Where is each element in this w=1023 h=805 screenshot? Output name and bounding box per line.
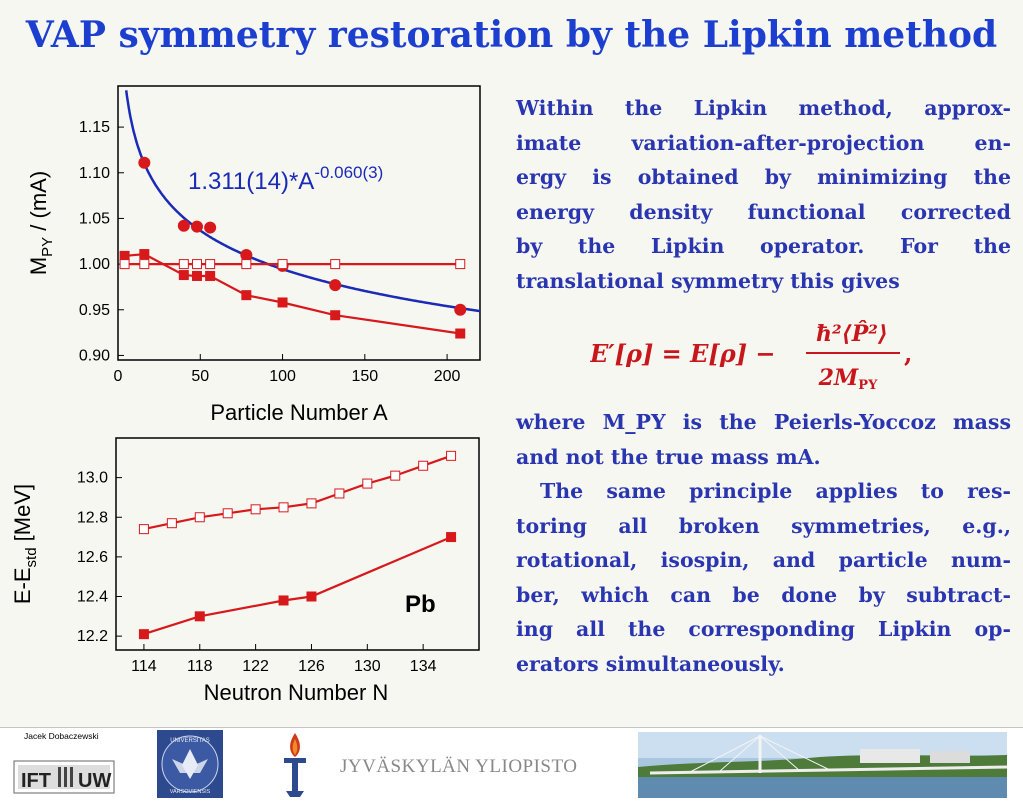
y-axis-label — [10, 484, 40, 604]
data-point-open-square — [206, 260, 215, 269]
series-line-filled-squares — [144, 537, 451, 634]
data-point-square — [306, 592, 316, 602]
axes — [79, 119, 461, 385]
slide-title: VAP symmetry restoration by the Lipkin method — [25, 14, 998, 56]
data-point-open-square — [195, 513, 204, 522]
x-tick-label: 114 — [131, 658, 157, 675]
data-point-circle — [329, 279, 341, 291]
x-axis-label: Particle Number A — [210, 400, 388, 425]
text-line: imate variation-after-projection en- — [516, 130, 1011, 155]
text-line: The same principle applies to res- — [540, 479, 1011, 503]
y-axis-label-main: E-E — [10, 567, 35, 605]
footer — [0, 727, 1023, 801]
footer-logos — [0, 727, 1023, 801]
y-tick-label: 12.8 — [76, 509, 108, 527]
data-point-open-square — [447, 451, 456, 460]
y-tick-label: 1.10 — [78, 164, 110, 182]
data-point-open-square — [223, 509, 232, 518]
paragraph-symmetry-principle — [516, 405, 1011, 681]
series-line-open-squares — [144, 456, 451, 529]
data-point-square — [446, 532, 456, 542]
data-point-square — [279, 595, 289, 605]
text-line: ber, which can be done by subtract- — [516, 582, 1011, 607]
chart-energy-difference — [0, 430, 500, 720]
fit-annotation-exponent: -0.060(3) — [314, 163, 384, 182]
y-axis-label-sub: PY — [39, 236, 56, 257]
axes — [77, 470, 437, 675]
data-point-square — [195, 611, 205, 621]
text-line: and not the true mass mA. — [516, 444, 821, 469]
x-tick-label: 100 — [269, 368, 296, 385]
x-tick-label: 122 — [242, 658, 269, 675]
data-point-open-square — [120, 260, 129, 269]
denominator-main: 2M — [818, 365, 859, 391]
warsaw-university-seal — [157, 730, 223, 798]
data-point-open-square — [192, 260, 201, 269]
equation-denominator — [818, 365, 878, 393]
y-tick-label: 12.2 — [76, 628, 108, 646]
equation-lipkin-energy — [590, 313, 950, 393]
data-point-square — [179, 270, 189, 280]
x-tick-label: 130 — [353, 658, 381, 675]
data-point-open-square — [335, 489, 344, 498]
x-tick-label: 118 — [187, 658, 213, 675]
data-point-open-square — [363, 479, 372, 488]
data-point-open-square — [307, 499, 316, 508]
y-tick-label: 0.95 — [78, 301, 110, 319]
denominator-sub: PY — [858, 378, 878, 393]
y-tick-label: 1.15 — [78, 119, 110, 137]
data-point-square — [241, 290, 251, 300]
bridge-photo — [638, 732, 1007, 798]
y-tick-label: 1.05 — [78, 210, 110, 228]
y-axis-label-rest: / (mA) — [26, 170, 51, 237]
x-tick-label: 150 — [351, 368, 379, 385]
data-point-open-square — [331, 260, 340, 269]
author-name: Jacek Dobaczewski — [24, 731, 99, 741]
plot-frame — [118, 86, 480, 360]
x-tick-label: 126 — [298, 658, 325, 675]
torch-logo — [284, 733, 306, 797]
text-line: erators simultaneously. — [516, 651, 785, 676]
data-point-square — [330, 310, 340, 320]
data-point-open-square — [279, 503, 288, 512]
data-point-circle — [454, 304, 466, 316]
y-tick-label: 12.4 — [76, 588, 108, 606]
x-tick-label: 200 — [433, 368, 461, 385]
y-tick-label: 12.6 — [76, 548, 108, 566]
y-axis-label-main: M — [26, 256, 51, 276]
data-point-open-square — [391, 471, 400, 480]
fit-annotation — [188, 163, 383, 195]
text-line: rotational, isospin, and particle num- — [516, 548, 1011, 572]
data-point-open-square — [179, 260, 188, 269]
data-point-circle — [204, 222, 216, 234]
data-point-open-square — [251, 505, 260, 514]
data-point-open-square — [139, 525, 148, 534]
ift-logo-text: IFT — [21, 770, 51, 792]
paragraph-lipkin-method — [516, 91, 1011, 298]
fit-annotation-base: 1.311(14)*A — [188, 168, 315, 195]
equation-lhs: E′[ρ] = E[ρ] − — [590, 339, 776, 368]
text-line: translational symmetry this gives — [516, 268, 900, 293]
equation-numerator: ħ²⟨P̂²⟩ — [816, 321, 888, 347]
text-line: energy density functional corrected — [516, 199, 1011, 224]
text-line: by the Lipkin operator. For the — [516, 234, 1011, 258]
data-point-open-square — [278, 260, 287, 269]
chart-mass-ratio — [0, 80, 500, 425]
data-point-square — [139, 249, 149, 259]
text-line: toring all broken symmetries, e.g., — [516, 513, 1011, 538]
data-point-circle — [191, 221, 203, 233]
data-point-circle — [178, 220, 190, 232]
university-name: JYVÄSKYLÄN YLIOPISTO — [340, 756, 578, 777]
seal-text-bottom: VARSOVIENSIS — [169, 789, 211, 795]
data-point-square — [455, 329, 465, 339]
x-tick-label: 50 — [191, 368, 210, 385]
y-tick-label: 0.90 — [78, 347, 110, 365]
ift-uw-logo — [14, 761, 114, 793]
y-axis-label-sub: std — [23, 547, 40, 568]
data-point-open-square — [167, 519, 176, 528]
data-point-open-square — [456, 260, 465, 269]
y-tick-label: 13.0 — [76, 469, 108, 487]
data-point-open-square — [419, 461, 428, 470]
data-point-open-square — [140, 260, 149, 269]
data-point-circle — [138, 157, 150, 169]
y-axis-label-rest: [MeV] — [10, 483, 35, 548]
data-point-square — [139, 629, 149, 639]
data-point-square — [205, 271, 215, 281]
y-tick-label: 1.00 — [78, 256, 110, 274]
uw-logo-text: UW — [78, 770, 112, 792]
chart-annotation-pb: Pb — [405, 591, 436, 618]
data-point-square — [278, 297, 288, 307]
data-point-open-square — [242, 260, 251, 269]
seal-text-top: UNIVERSITAS — [170, 738, 210, 744]
x-tick-label: 0 — [113, 368, 123, 385]
x-axis-label: Neutron Number N — [203, 680, 389, 705]
text-line: where M_PY is the Peierls-Yoccoz mass — [516, 410, 1011, 434]
y-axis-label — [26, 171, 56, 275]
x-tick-label: 134 — [409, 658, 437, 675]
series-line-filled-squares — [125, 254, 461, 333]
text-line: ing all the corresponding Lipkin op- — [516, 617, 1011, 641]
data-point-square — [192, 271, 202, 281]
text-line: ergy is obtained by minimizing the — [516, 165, 1011, 189]
equation-comma: , — [904, 339, 913, 368]
text-line: Within the Lipkin method, approx- — [516, 96, 1011, 120]
